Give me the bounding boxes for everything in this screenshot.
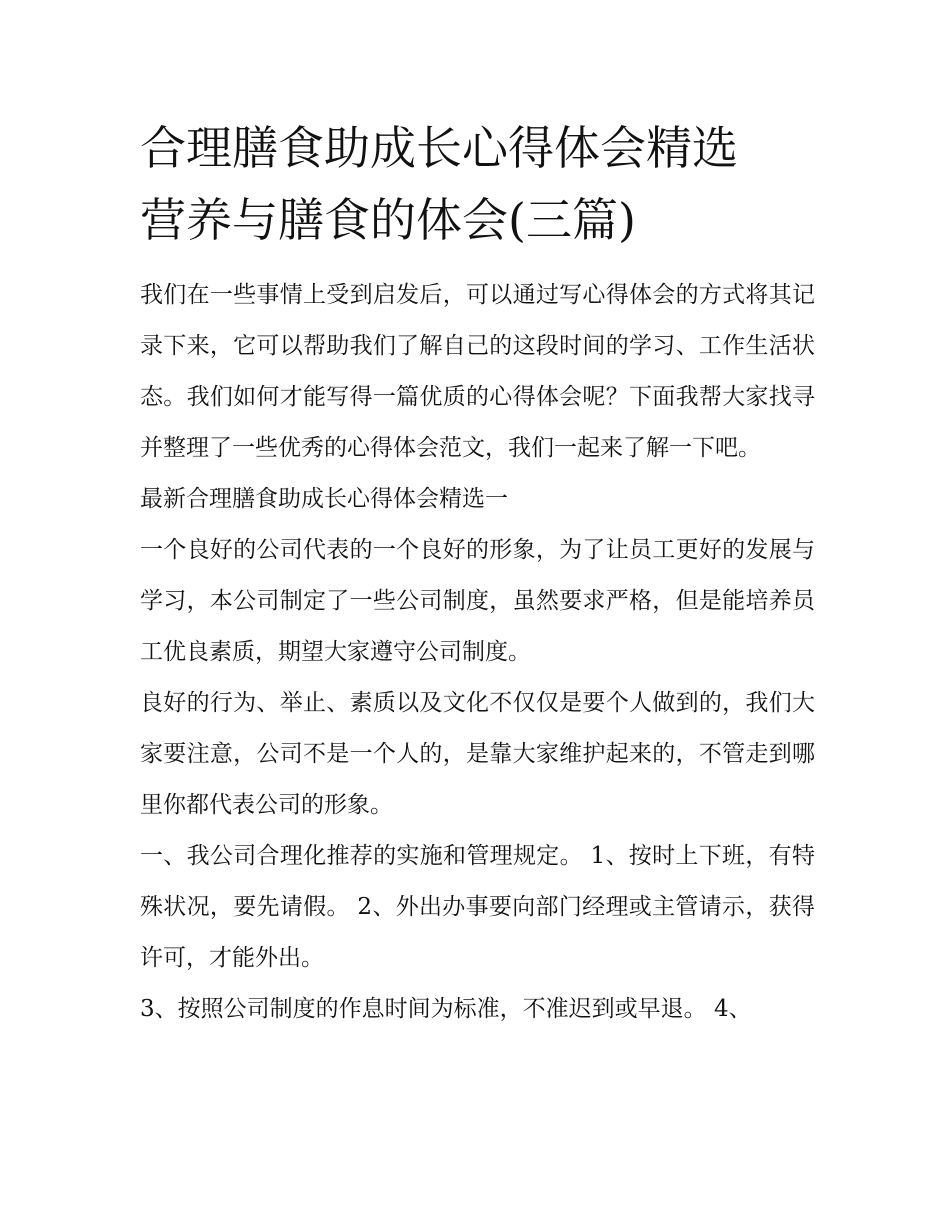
document-content	[140, 112, 815, 1035]
section-heading: 最新合理膳食助成长心得体会精选一	[140, 486, 508, 512]
document-body	[140, 270, 815, 1035]
document-title	[140, 112, 815, 256]
body-paragraph-3: 一、我公司合理化推荐的实施和管理规定。 1、按时上下班，有特殊状况，要先请假。 2、外出办事要向部门经理或主管请示，获得许可，才能外出。	[140, 843, 815, 971]
body-paragraph-2: 良好的行为、举止、素质以及文化不仅仅是要个人做到的，我们大家要注意，公司不是一个人的，是靠大家维护起来的，不管走到哪里你都代表公司的形象。	[140, 690, 815, 818]
body-paragraph-4: 3、按照公司制度的作息时间为标准，不准迟到或早退。 4、	[140, 996, 752, 1022]
body-paragraph-1: 一个良好的公司代表的一个良好的形象，为了让员工更好的发展与学习，本公司制定了一些公司制度，虽然要求严格，但是能培养员工优良素质，期望大家遵守公司制度。	[140, 537, 815, 665]
title-line-2: 营养与膳食的体会(三篇)	[140, 193, 636, 247]
title-line-1: 合理膳食助成长心得体会精选	[140, 121, 738, 175]
intro-paragraph: 我们在一些事情上受到启发后，可以通过写心得体会的方式将其记录下来，它可以帮助我们了解自己的这段时间的学习、工作生活状态。我们如何才能写得一篇优质的心得体会呢？下面我帮大家找寻并整理了一些优秀的心得体会范文，我们一起来了解一下吧。	[140, 282, 815, 461]
